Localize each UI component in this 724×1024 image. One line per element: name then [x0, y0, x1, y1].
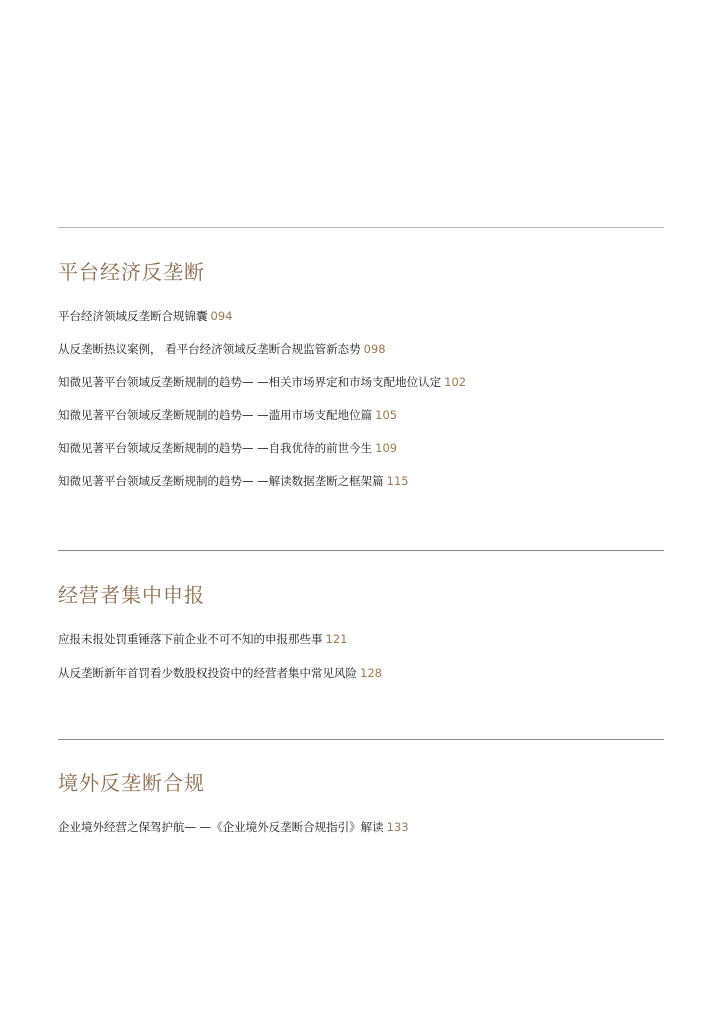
toc-entry-list: [58, 819, 664, 835]
toc-entry-page: 121: [325, 632, 348, 646]
toc-entry-page: 094: [210, 309, 233, 323]
toc-entry[interactable]: [58, 819, 664, 835]
toc-section-platform-antitrust: [58, 227, 664, 489]
section-title: 经营者集中申报: [58, 583, 205, 607]
toc-entry-title: 知微见著平台领域反垄断规制的趋势— —解读数据垄断之框架篇: [58, 474, 384, 488]
toc-entry-page: 115: [386, 474, 409, 488]
toc-entry-title: 知微见著平台领域反垄断规制的趋势— —相关市场界定和市场支配地位认定: [58, 375, 442, 389]
toc-entry-page: 105: [375, 408, 398, 422]
toc-entry[interactable]: [58, 473, 664, 489]
toc-entry[interactable]: [58, 665, 664, 681]
section-title: 境外反垄断合规: [58, 771, 205, 795]
toc-entry-title: 从反垄断热议案例， 看平台经济领域反垄断合规监管新态势: [58, 342, 361, 356]
toc-entry-title: 知微见著平台领域反垄断规制的趋势— —滥用市场支配地位篇: [58, 408, 373, 422]
toc-entry-list: [58, 308, 664, 489]
toc-entry-list: [58, 631, 664, 681]
toc-entry-page: 098: [363, 342, 386, 356]
toc-entry[interactable]: [58, 341, 664, 357]
toc-entry[interactable]: [58, 374, 664, 390]
toc-entry-title: 应报未报处罚重锤落下前企业不可不知的申报那些事: [58, 632, 323, 646]
toc-section-overseas-compliance: [58, 739, 664, 835]
toc-entry-title: 平台经济领域反垄断合规锦囊: [58, 309, 208, 323]
section-divider: [58, 739, 664, 740]
toc-entry-page: 102: [444, 375, 467, 389]
toc-entry[interactable]: [58, 308, 664, 324]
toc-entry[interactable]: [58, 407, 664, 423]
section-divider: [58, 550, 664, 551]
toc-section-merger-filing: [58, 550, 664, 681]
toc-entry-title: 从反垄断新年首罚看少数股权投资中的经营者集中常见风险: [58, 666, 357, 680]
toc-entry[interactable]: [58, 440, 664, 456]
section-divider: [58, 227, 664, 228]
toc-entry[interactable]: [58, 631, 664, 647]
toc-entry-page: 109: [375, 441, 398, 455]
toc-entry-page: 133: [386, 820, 409, 834]
toc-entry-title: 知微见著平台领域反垄断规制的趋势— —自我优待的前世今生: [58, 441, 373, 455]
toc-entry-title: 企业境外经营之保驾护航— —《企业境外反垄断合规指引》解读: [58, 820, 384, 834]
section-title: 平台经济反垄断: [58, 260, 205, 284]
toc-entry-page: 128: [360, 666, 382, 680]
